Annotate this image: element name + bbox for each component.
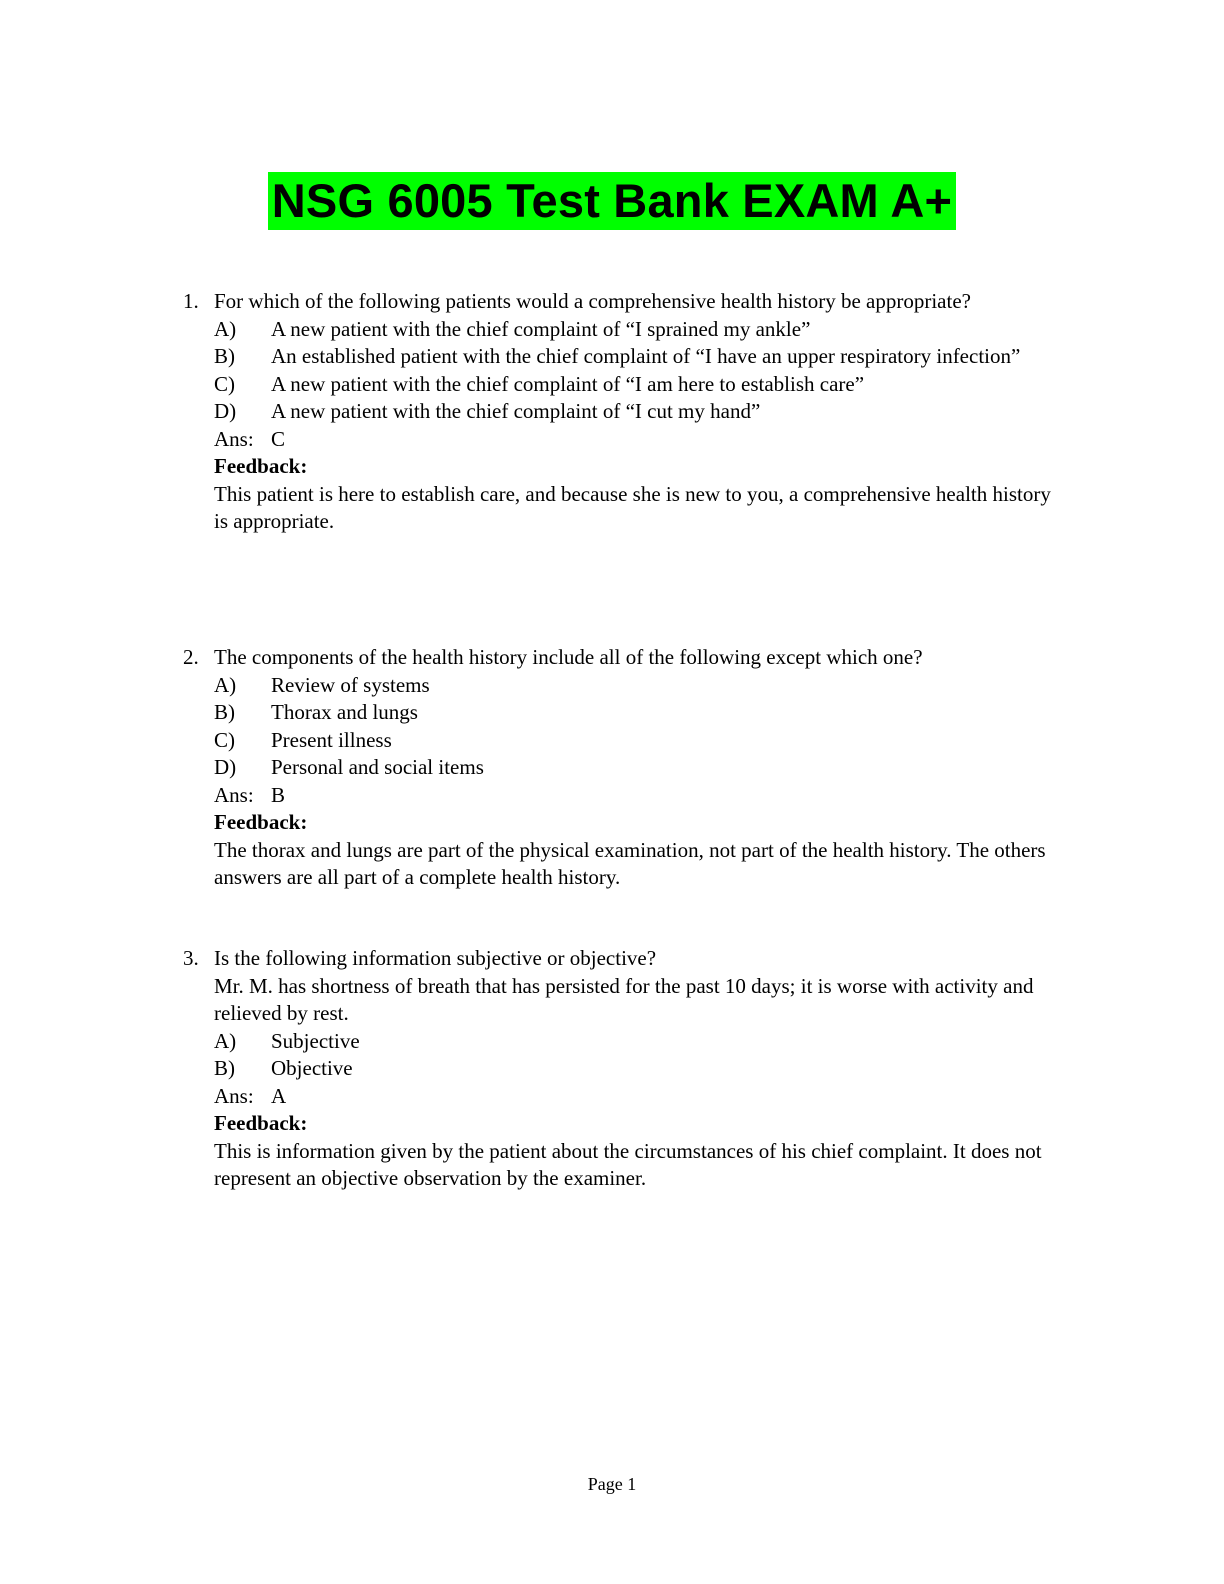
option-letter: D) <box>214 755 237 779</box>
option-a <box>214 1028 1063 1056</box>
option-letter: C) <box>214 371 235 396</box>
answer-line <box>214 1083 1063 1111</box>
question-number: 3. <box>183 946 199 970</box>
option-a <box>214 672 1063 700</box>
question-body <box>214 973 1063 1193</box>
option-text: Objective <box>271 1056 353 1080</box>
option-text: Subjective <box>271 1028 360 1053</box>
option-letter: B) <box>214 700 235 724</box>
document-title: NSG 6005 Test Bank EXAM A+ <box>268 172 956 230</box>
question-number: 1. <box>183 289 199 313</box>
option-c <box>214 371 1063 399</box>
page-number: Page 1 <box>587 1474 637 1494</box>
option-text: Present illness <box>271 727 392 752</box>
feedback-text: The thorax and lungs are part of the physical examination, not part of the health history. The others answers are all part of a complete health history. <box>214 837 1046 889</box>
option-letter: A) <box>214 316 237 341</box>
option-b <box>214 699 1063 727</box>
option-letter: B) <box>214 344 235 368</box>
answer-line <box>214 782 1063 810</box>
option-text: A new patient with the chief complaint of “I cut my hand” <box>271 399 761 423</box>
feedback-label: Feedback: <box>214 1111 308 1135</box>
option-letter: A) <box>214 1028 237 1053</box>
question-stem: Is the following information subjective or objective? <box>214 946 657 970</box>
question-stem: The components of the health history include all of the following except which one? <box>214 645 923 669</box>
answer-value: B <box>271 782 286 807</box>
question-body <box>214 316 1063 536</box>
option-letter: C) <box>214 727 235 752</box>
answer-value: A <box>271 1083 287 1108</box>
question-2 <box>183 644 1063 892</box>
answer-value: C <box>271 426 286 451</box>
option-letter: D) <box>214 399 237 423</box>
question-stem-line <box>183 644 1063 672</box>
question-body <box>214 672 1063 892</box>
feedback-label: Feedback: <box>214 810 308 834</box>
option-text: A new patient with the chief complaint of “I sprained my ankle” <box>271 316 811 341</box>
answer-label: Ans: <box>214 426 254 451</box>
question-stem-line <box>183 945 1063 973</box>
option-text: Personal and social items <box>271 755 484 779</box>
question-1 <box>183 288 1063 536</box>
option-b <box>214 343 1063 371</box>
question-3 <box>183 945 1063 1193</box>
option-a <box>214 316 1063 344</box>
option-text: A new patient with the chief complaint of “I am here to establish care” <box>271 371 865 396</box>
answer-label: Ans: <box>214 1083 254 1108</box>
option-b <box>214 1055 1063 1083</box>
option-d <box>214 398 1063 426</box>
answer-label: Ans: <box>214 782 254 807</box>
option-text: Thorax and lungs <box>271 700 418 724</box>
feedback-text: This is information given by the patient about the circumstances of his chief complaint. It does not represent an objective observation by the examiner. <box>214 1138 1042 1190</box>
question-scenario: Mr. M. has shortness of breath that has persisted for the past 10 days; it is worse with activity and relieved by rest. <box>214 973 1034 1025</box>
option-letter: B) <box>214 1056 235 1080</box>
question-number: 2. <box>183 645 199 669</box>
feedback-label: Feedback: <box>214 454 308 478</box>
option-c <box>214 727 1063 755</box>
feedback-text: This patient is here to establish care, and because she is new to you, a comprehensive health history is appropriate. <box>214 481 1051 533</box>
question-stem-line <box>183 288 1063 316</box>
option-text: Review of systems <box>271 672 430 697</box>
answer-line <box>214 426 1063 454</box>
title-wrapper <box>0 172 1224 230</box>
question-stem: For which of the following patients would a comprehensive health history be appropriate? <box>214 289 971 313</box>
option-d <box>214 754 1063 782</box>
option-letter: A) <box>214 672 237 697</box>
option-text: An established patient with the chief complaint of “I have an upper respiratory infection” <box>271 344 1021 368</box>
